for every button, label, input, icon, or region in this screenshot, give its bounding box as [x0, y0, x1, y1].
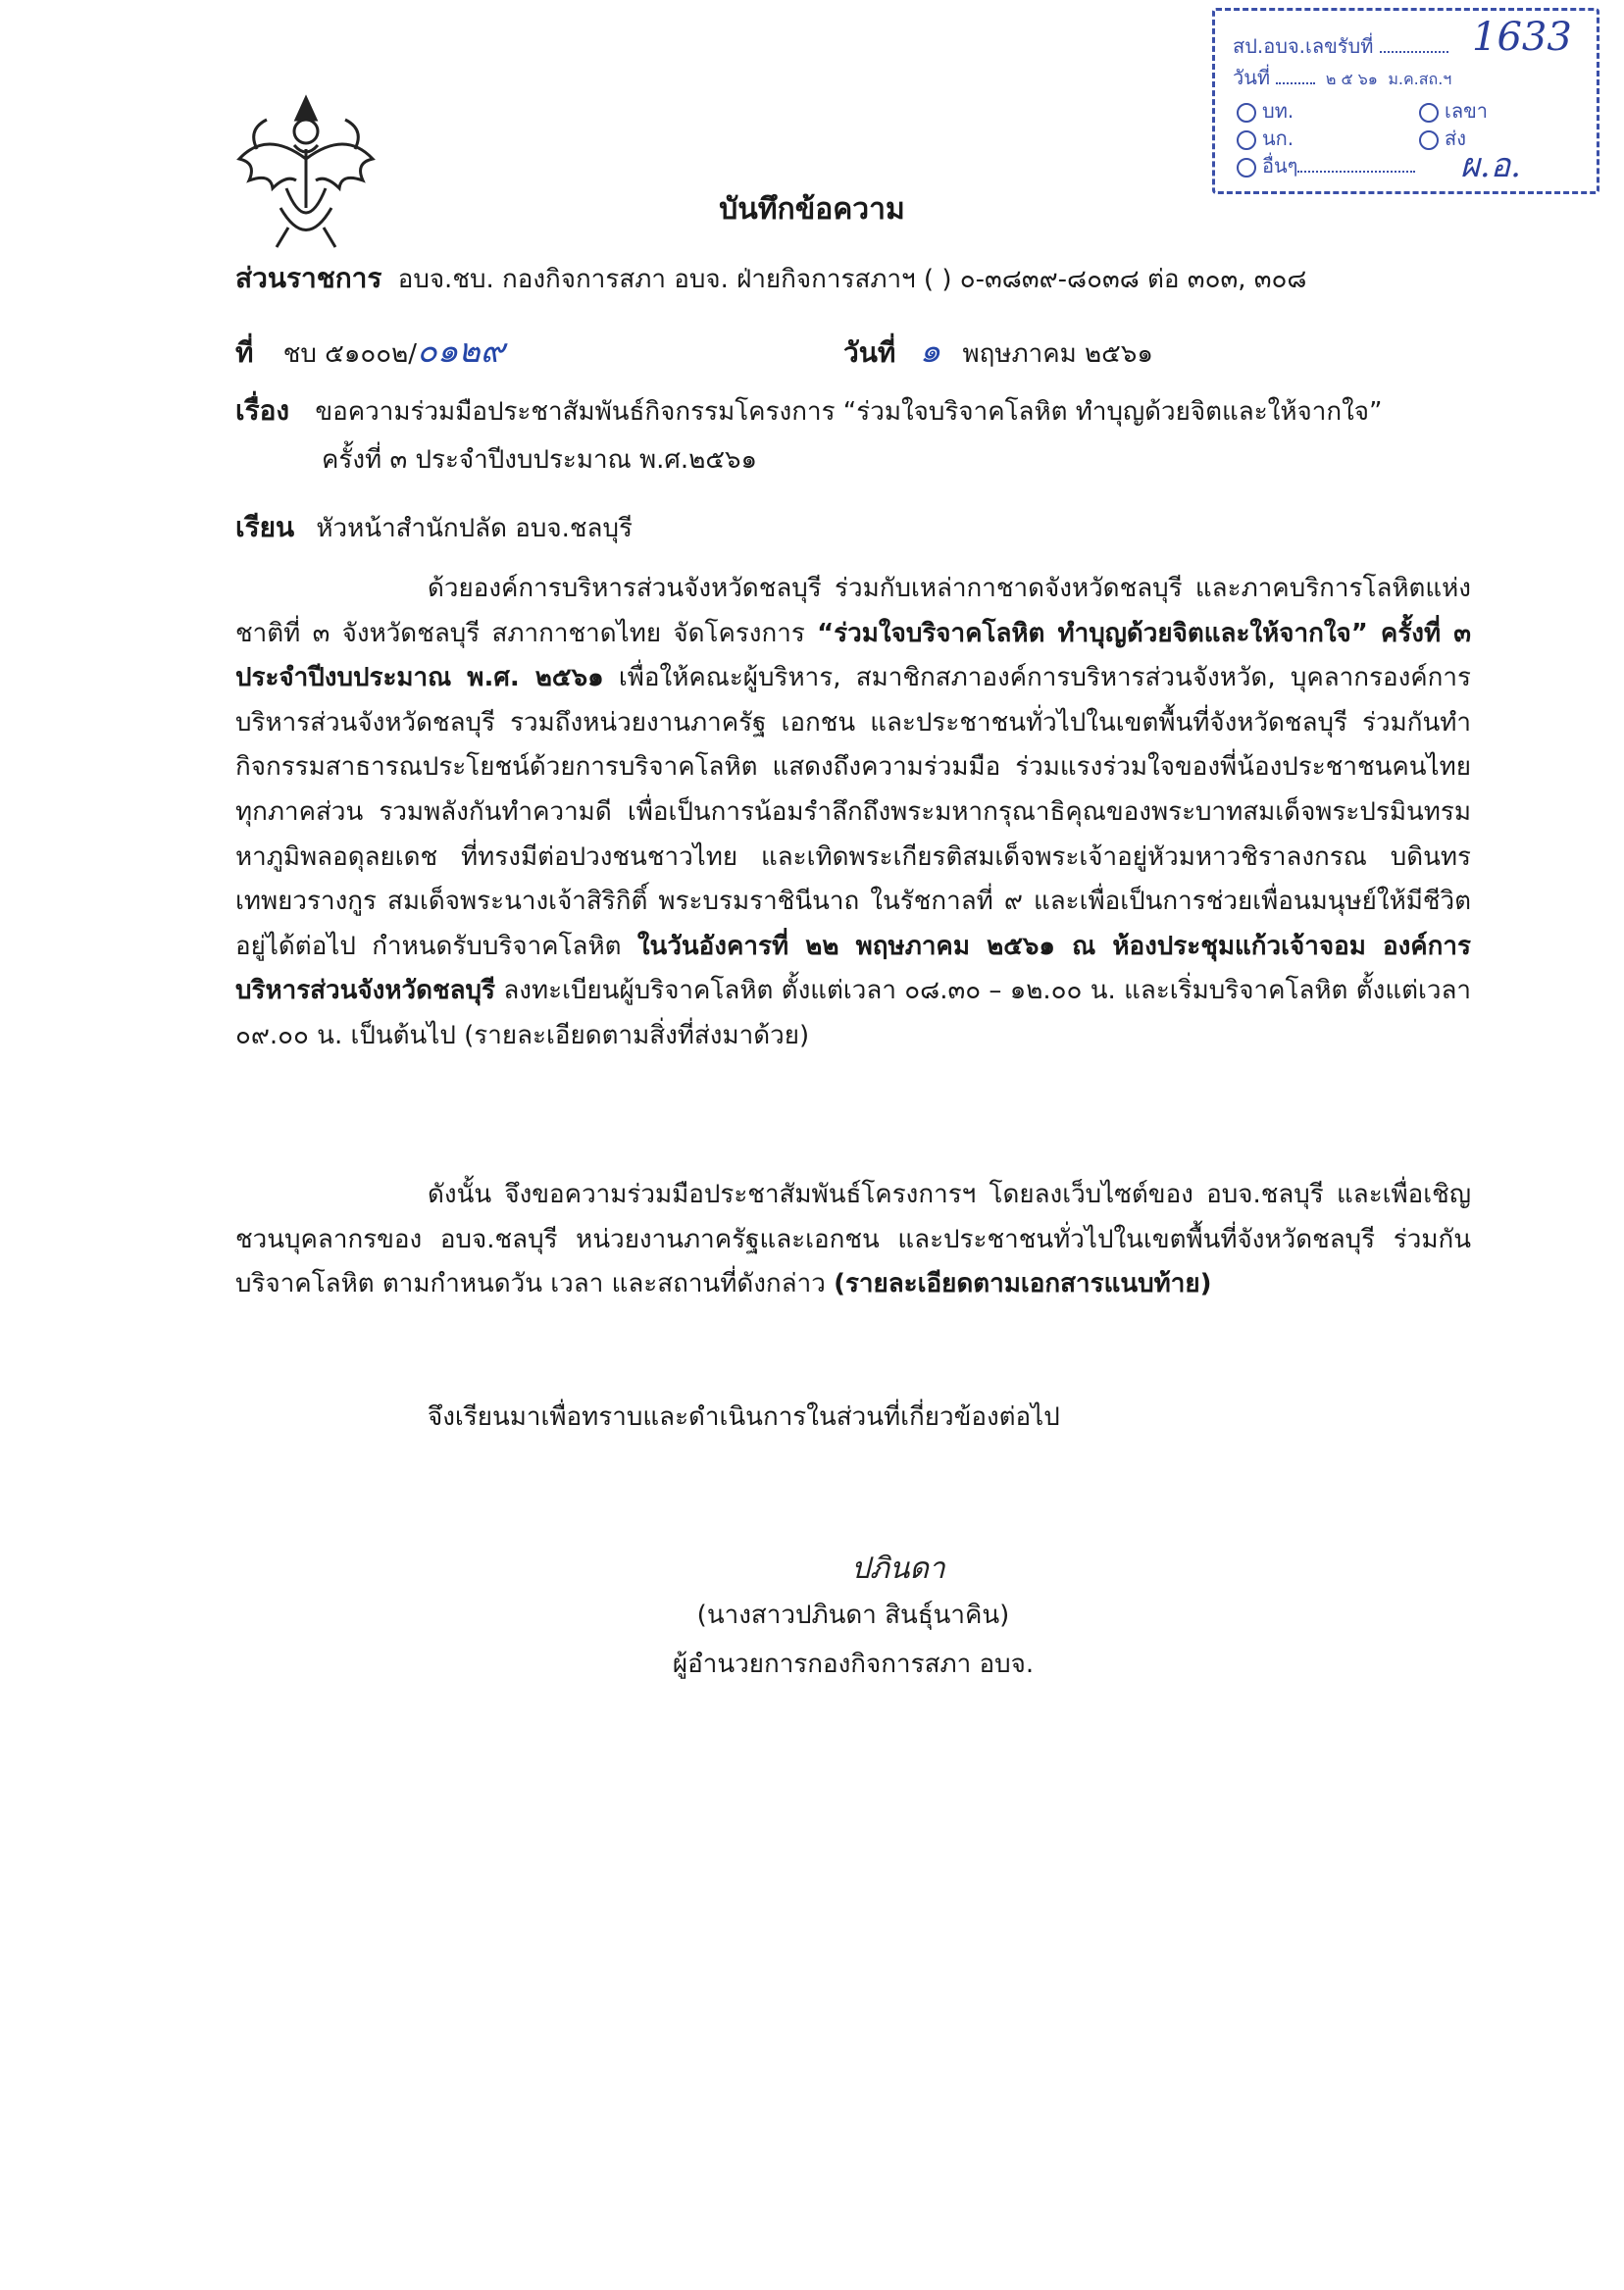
- stamp-received-number: 1633: [1472, 15, 1572, 60]
- date-month-year: พฤษภาคม ๒๕๖๑: [962, 339, 1153, 369]
- stamp-option-nk: นก.: [1262, 127, 1294, 150]
- body-p1-c: เพื่อให้คณะผู้บริหาร, สมาชิกสภาองค์การบริหารส่วนจังหวัด, บุคลากรองค์การบริหารส่วนจังหวัดชลบุรี รวมถึงหน่วยงานภาครัฐ เอกชน และประชาชนทั่วไปในเขตพื้นที่จังหวัดชลบุรี ร่วมกันทำกิจกรรมสาธารณประโยชน์ด้วยการบริจาคโลหิต แสดงถึงความร่วมมือ ร่วมแรงร่วมใจของพี่น้องประชาชนคนไทยทุกภาคส่วน รวมพลังกันทำความดี เพื่อเป็นการน้อมรำลึกถึงพระมหากรุณาธิคุณของพระบาทสมเด็จพระปรมินทรมหาภูมิพลอดุลยเดช ที่ทรงมีต่อปวงชนชาวไทย และเทิดพระเกียรติสมเด็จพระเจ้าอยู่หัวมหาวชิราลงกรณ บดินทรเทพยวรางกูร สมเด็จพระนางเจ้าสิริกิติ์ พระบรมราชินีนาถ ในรัชกาลที่ ๙ และเพื่อเป็นการช่วยเพื่อนมนุษย์ให้มีชีวิตอยู่ได้ต่อไป กำหนดรับบริจาคโลหิต: [235, 663, 1471, 961]
- date-day: ๑: [919, 331, 941, 371]
- body-p2-a: ดังนั้น จึงขอความร่วมมือประชาสัมพันธ์โครงการฯ โดยลงเว็บไซต์ของ อบจ.ชลบุรี และเพื่อเชิญชวนบุคลากรของ อบจ.ชลบุรี หน่วยงานภาครัฐและเอกชน และประชาชนทั่วไปในเขตพื้นที่จังหวัดชลบุรี ร่วมกันบริจาคโลหิต ตามกำหนดวัน เวลา และสถานที่ดังกล่าว: [235, 1180, 1471, 1299]
- body-paragraph-1: [235, 567, 1471, 1059]
- body-p2-attachment: (รายละเอียดตามเอกสารแนบท้าย): [834, 1269, 1212, 1299]
- stamp-option-send: ส่ง: [1445, 127, 1466, 150]
- agency-value: อบจ.ชบ. กองกิจการสภา อบจ. ฝ่ายกิจการสภาฯ ( ) ๐-๓๘๓๙-๘๐๓๘ ต่อ ๓๐๓, ๓๐๘: [397, 265, 1307, 294]
- subject-text-1: ขอความร่วมมือประชาสัมพันธ์กิจกรรมโครงการ “ร่วมใจบริจาคโลหิต ทำบุญด้วยจิตและให้จากใจ”: [315, 397, 1383, 427]
- stamp-option-circle-icon: [1419, 103, 1439, 123]
- body-p1-event-date-place: ในวันอังคารที่ ๒๒ พฤษภาคม ๒๕๖๑ ณ ห้องประชุมแก้วเจ้าจอม องค์การบริหารส่วนจังหวัดชลบุรี: [235, 931, 1471, 1006]
- agency-label: ส่วนราชการ: [235, 262, 382, 294]
- body-p1-project-name: “ร่วมใจบริจาคโลหิต ทำบุญด้วยจิตและให้จากใจ” ครั้งที่ ๓ ประจำปีงบประมาณ พ.ศ. ๒๕๖๑: [235, 618, 1471, 693]
- subject-text-2: ครั้งที่ ๓ ประจำปีงบประมาณ พ.ศ.๒๕๖๑: [322, 445, 758, 475]
- stamp-option-circle-icon: [1237, 130, 1256, 150]
- agency-line: [235, 257, 1306, 300]
- reference-label: ที่: [235, 336, 254, 369]
- stamp-option-circle-icon: [1237, 103, 1256, 123]
- stamp-option-other: อื่นๆ: [1262, 154, 1298, 178]
- signer-name: (นางสาวปภินดา สินธุ์นาคิน): [696, 1601, 1010, 1630]
- stamp-date-value: ๒ ๕ ๖๑: [1325, 70, 1378, 88]
- to-value: หัวหน้าสำนักปลัด อบจ.ชลบุรี: [316, 514, 633, 543]
- subject-line-1: [235, 389, 1382, 433]
- received-stamp: [1212, 8, 1599, 194]
- stamp-option-bt: บท.: [1262, 99, 1294, 123]
- stamp-option-circle-icon: [1419, 130, 1439, 150]
- subject-label: เรื่อง: [235, 394, 290, 427]
- stamp-option-circle-icon: [1237, 158, 1256, 178]
- stamp-to-label: ม.ค.สถ.ฯ: [1388, 70, 1452, 88]
- date-label: วันที่: [843, 336, 896, 369]
- reference-number: ๐๑๒๙: [416, 331, 505, 371]
- to-label: เรียน: [235, 511, 295, 543]
- reference-prefix: ชบ ๕๑๐๐๒/: [282, 339, 417, 369]
- reference-line: [235, 324, 505, 377]
- date-line: [843, 324, 1153, 377]
- body-paragraph-2: [235, 1173, 1471, 1307]
- stamp-option-secretary: เลขา: [1445, 99, 1488, 123]
- closing-line: จึงเรียนมาเพื่อทราบและดำเนินการในส่วนที่เกี่ยวข้องต่อไป: [428, 1402, 1060, 1432]
- handwritten-signature: ปภินดา: [851, 1552, 945, 1586]
- page-title: บันทึกข้อความ: [719, 192, 905, 227]
- to-line: [235, 506, 633, 549]
- stamp-signature: ผ.อ.: [1460, 146, 1521, 185]
- body-p1-e: ลงทะเบียนผู้บริจาคโลหิต ตั้งแต่เวลา ๐๘.๓๐ – ๑๒.๐๐ น. และเริ่มบริจาคโลหิต ตั้งแต่เวลา ๐๙.๐๐ น. เป็นต้นไป (รายละเอียดตามสิ่งที่ส่งมาด้วย): [235, 976, 1471, 1050]
- signer-position: ผู้อำนวยการกองกิจการสภา อบจ.: [672, 1650, 1035, 1679]
- stamp-date-label: วันที่: [1233, 66, 1271, 89]
- stamp-received-label: สป.อบจ.เลขรับที่: [1233, 34, 1374, 58]
- body-p1-a: ด้วยองค์การบริหารส่วนจังหวัดชลบุรี ร่วมกับเหล่ากาชาดจังหวัดชลบุรี และภาคบริการโลหิตแห่งชาติที่ ๓ จังหวัดชลบุรี สภากาชาดไทย จัดโครงการ: [235, 574, 1471, 648]
